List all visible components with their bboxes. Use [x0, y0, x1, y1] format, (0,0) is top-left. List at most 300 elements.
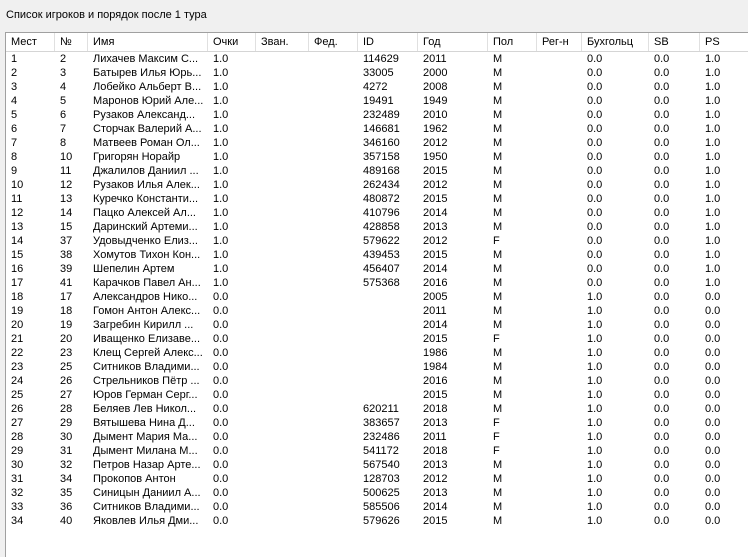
cell-buchholz: 1.0 — [587, 361, 603, 373]
cell-title — [256, 346, 309, 360]
table-row[interactable] — [6, 206, 748, 220]
table-row[interactable] — [6, 94, 748, 108]
cell-ps: 0.0 — [705, 501, 721, 513]
cell-buchholz: 0.0 — [587, 193, 603, 205]
cell-rank: 25 — [11, 389, 24, 401]
cell-ps: 1.0 — [705, 235, 721, 247]
cell-name: Даринский Артеми... — [93, 221, 198, 233]
table-row[interactable] — [6, 52, 748, 66]
cell-buchholz: 1.0 — [587, 291, 603, 303]
cell-ps: 1.0 — [705, 263, 721, 275]
cell-federation — [309, 234, 358, 248]
cell-points: 1.0 — [213, 123, 229, 135]
cell-id: 541172 — [363, 445, 399, 457]
cell-buchholz: 0.0 — [587, 109, 603, 121]
cell-title — [256, 360, 309, 374]
cell-federation — [309, 290, 358, 304]
table-row[interactable] — [6, 290, 748, 304]
column-header-year[interactable]: Год — [418, 33, 488, 51]
cell-ps: 0.0 — [705, 291, 721, 303]
column-header-region[interactable]: Рег-н — [537, 33, 582, 51]
cell-federation — [309, 458, 358, 472]
cell-rank: 21 — [11, 333, 24, 345]
table-row[interactable] — [6, 248, 748, 262]
table-row[interactable] — [6, 192, 748, 206]
cell-sb: 0.0 — [654, 263, 670, 275]
cell-rank: 20 — [11, 319, 24, 331]
table-row[interactable] — [6, 360, 748, 374]
cell-name: Дымент Милана М... — [93, 445, 198, 457]
cell-number: 3 — [60, 67, 67, 79]
cell-sb: 0.0 — [654, 515, 670, 527]
table-row[interactable] — [6, 150, 748, 164]
cell-rank: 15 — [11, 249, 24, 261]
cell-name: Хомутов Тихон Кон... — [93, 249, 201, 261]
cell-name: Александров Нико... — [93, 291, 198, 303]
cell-rank: 1 — [11, 53, 18, 65]
cell-number: 17 — [60, 291, 73, 303]
cell-rank: 3 — [11, 81, 18, 93]
cell-title — [256, 66, 309, 80]
cell-points: 0.0 — [213, 319, 229, 331]
cell-sex: M — [493, 263, 503, 275]
cell-buchholz: 0.0 — [587, 123, 603, 135]
cell-id: 262434 — [363, 179, 400, 191]
cell-buchholz: 1.0 — [587, 431, 603, 443]
cell-sb: 0.0 — [654, 109, 670, 121]
cell-federation — [309, 220, 358, 234]
cell-buchholz: 1.0 — [587, 515, 603, 527]
cell-sex: M — [493, 95, 503, 107]
cell-sex: M — [493, 459, 503, 471]
cell-sex: F — [493, 431, 500, 443]
cell-rank: 23 — [11, 361, 24, 373]
cell-rank: 16 — [11, 263, 24, 275]
cell-ps: 1.0 — [705, 249, 721, 261]
cell-year: 2015 — [423, 389, 448, 401]
cell-buchholz: 1.0 — [587, 375, 603, 387]
cell-name: Шепелин Артем — [93, 263, 175, 275]
cell-id: 114629 — [363, 53, 399, 65]
cell-number: 27 — [60, 389, 73, 401]
cell-region — [537, 346, 582, 360]
cell-year: 1950 — [423, 151, 448, 163]
table-row[interactable] — [6, 304, 748, 318]
table-row[interactable] — [6, 136, 748, 150]
table-row[interactable] — [6, 458, 748, 472]
cell-sb: 0.0 — [654, 417, 670, 429]
cell-sb: 0.0 — [654, 501, 670, 513]
cell-ps: 0.0 — [705, 319, 721, 331]
cell-number: 39 — [60, 263, 73, 275]
table-row[interactable] — [6, 500, 748, 514]
cell-number: 23 — [60, 347, 73, 359]
cell-buchholz: 1.0 — [587, 417, 603, 429]
table-row[interactable] — [6, 318, 748, 332]
table-row[interactable] — [6, 66, 748, 80]
cell-name: Джалилов Даниил ... — [93, 165, 199, 177]
cell-year: 2013 — [423, 459, 448, 471]
cell-region — [537, 430, 582, 444]
table-row[interactable] — [6, 108, 748, 122]
column-header-title[interactable]: Зван. — [256, 33, 309, 51]
cell-sex: M — [493, 123, 503, 135]
cell-title — [256, 276, 309, 290]
cell-federation — [309, 164, 358, 178]
table-row[interactable] — [6, 234, 748, 248]
cell-id — [358, 360, 418, 374]
cell-ps: 0.0 — [705, 487, 721, 499]
cell-sex: M — [493, 305, 503, 317]
cell-federation — [309, 52, 358, 66]
cell-name: Вятышева Нина Д... — [93, 417, 195, 429]
cell-rank: 7 — [11, 137, 18, 149]
cell-title — [256, 318, 309, 332]
cell-federation — [309, 346, 358, 360]
cell-sb: 0.0 — [654, 403, 670, 415]
cell-name: Гомон Антон Алекс... — [93, 305, 201, 317]
table-row[interactable] — [6, 164, 748, 178]
table-row[interactable] — [6, 178, 748, 192]
cell-region — [537, 290, 582, 304]
cell-sex: F — [493, 235, 500, 247]
cell-title — [256, 514, 309, 528]
cell-sex: M — [493, 319, 503, 331]
cell-title — [256, 416, 309, 430]
column-header-sex[interactable]: Пол — [488, 33, 537, 51]
cell-points: 1.0 — [213, 249, 229, 261]
column-header-points[interactable]: Очки — [208, 33, 256, 51]
cell-title — [256, 500, 309, 514]
cell-year: 2012 — [423, 179, 448, 191]
cell-number: 26 — [60, 375, 73, 387]
cell-title — [256, 122, 309, 136]
table-row[interactable] — [6, 262, 748, 276]
cell-sex: M — [493, 137, 503, 149]
cell-name: Ситников Владими... — [93, 361, 200, 373]
table-row[interactable] — [6, 472, 748, 486]
cell-sex: M — [493, 473, 503, 485]
cell-federation — [309, 360, 358, 374]
cell-sex: M — [493, 375, 503, 387]
cell-year: 2014 — [423, 263, 448, 275]
cell-sb: 0.0 — [654, 375, 670, 387]
cell-region — [537, 500, 582, 514]
cell-points: 1.0 — [213, 95, 229, 107]
cell-region — [537, 108, 582, 122]
cell-sb: 0.0 — [654, 487, 670, 499]
cell-name: Прокопов Антон — [93, 473, 176, 485]
cell-ps: 0.0 — [705, 375, 721, 387]
cell-region — [537, 136, 582, 150]
cell-buchholz: 0.0 — [587, 67, 603, 79]
cell-ps: 0.0 — [705, 389, 721, 401]
cell-ps: 0.0 — [705, 473, 721, 485]
cell-buchholz: 1.0 — [587, 487, 603, 499]
cell-points: 1.0 — [213, 193, 229, 205]
cell-number: 12 — [60, 179, 73, 191]
cell-region — [537, 262, 582, 276]
cell-region — [537, 458, 582, 472]
table-row[interactable] — [6, 388, 748, 402]
cell-id: 620211 — [363, 403, 399, 415]
cell-ps: 1.0 — [705, 277, 721, 289]
cell-buchholz: 1.0 — [587, 501, 603, 513]
cell-title — [256, 206, 309, 220]
cell-points: 1.0 — [213, 207, 229, 219]
cell-region — [537, 248, 582, 262]
cell-name: Юров Герман Серг... — [93, 389, 198, 401]
cell-sex: M — [493, 249, 503, 261]
cell-year: 2015 — [423, 333, 448, 345]
cell-federation — [309, 136, 358, 150]
cell-id: 33005 — [363, 67, 394, 79]
cell-rank: 2 — [11, 67, 18, 79]
cell-ps: 1.0 — [705, 123, 721, 135]
cell-year: 2012 — [423, 137, 448, 149]
cell-number: 13 — [60, 193, 73, 205]
cell-buchholz: 1.0 — [587, 319, 603, 331]
cell-ps: 0.0 — [705, 459, 721, 471]
cell-id — [358, 388, 418, 402]
cell-name: Карачков Павел Ан... — [93, 277, 201, 289]
cell-rank: 4 — [11, 95, 18, 107]
cell-year: 2011 — [423, 431, 447, 443]
cell-federation — [309, 178, 358, 192]
cell-federation — [309, 402, 358, 416]
table-row[interactable] — [6, 514, 748, 528]
cell-sb: 0.0 — [654, 347, 670, 359]
cell-points: 0.0 — [213, 501, 229, 513]
cell-name: Загребин Кирилл ... — [93, 319, 194, 331]
cell-points: 0.0 — [213, 445, 229, 457]
cell-buchholz: 1.0 — [587, 445, 603, 457]
cell-title — [256, 472, 309, 486]
cell-federation — [309, 150, 358, 164]
cell-title — [256, 374, 309, 388]
cell-title — [256, 248, 309, 262]
cell-sex: M — [493, 361, 503, 373]
cell-rank: 18 — [11, 291, 24, 303]
cell-sb: 0.0 — [654, 361, 670, 373]
cell-id — [358, 374, 418, 388]
column-header-number[interactable]: № — [55, 33, 88, 51]
cell-federation — [309, 388, 358, 402]
cell-id: 585506 — [363, 501, 400, 513]
cell-rank: 34 — [11, 515, 24, 527]
cell-number: 18 — [60, 305, 73, 317]
cell-number: 6 — [60, 109, 67, 121]
cell-points: 0.0 — [213, 431, 229, 443]
window-title: Список игроков и порядок после 1 тура — [6, 9, 207, 21]
column-header-ps[interactable]: PS — [700, 33, 748, 51]
cell-number: 41 — [60, 277, 73, 289]
cell-year: 2011 — [423, 53, 447, 65]
cell-number: 25 — [60, 361, 73, 373]
cell-sb: 0.0 — [654, 305, 670, 317]
cell-name: Куречко Константи... — [93, 193, 199, 205]
cell-id: 480872 — [363, 193, 400, 205]
cell-rank: 24 — [11, 375, 24, 387]
table-row[interactable] — [6, 346, 748, 360]
cell-rank: 32 — [11, 487, 24, 499]
cell-title — [256, 52, 309, 66]
cell-federation — [309, 444, 358, 458]
cell-points: 1.0 — [213, 277, 229, 289]
cell-number: 4 — [60, 81, 67, 93]
table-row[interactable] — [6, 220, 748, 234]
cell-name: Рузаков Илья Алек... — [93, 179, 200, 191]
cell-number: 5 — [60, 95, 67, 107]
cell-sb: 0.0 — [654, 319, 670, 331]
table-row[interactable] — [6, 332, 748, 346]
column-header-name[interactable]: Имя — [88, 33, 208, 51]
cell-sex: M — [493, 291, 503, 303]
cell-id: 439453 — [363, 249, 400, 261]
column-header-federation[interactable]: Фед. — [309, 33, 358, 51]
players-list[interactable] — [5, 32, 748, 557]
cell-rank: 11 — [11, 193, 23, 205]
cell-points: 0.0 — [213, 389, 229, 401]
cell-name: Клещ Сергей Алекс... — [93, 347, 203, 359]
cell-ps: 1.0 — [705, 179, 721, 191]
table-row[interactable] — [6, 444, 748, 458]
cell-buchholz: 0.0 — [587, 235, 603, 247]
column-header-buchholz[interactable]: Бухгольц — [582, 33, 649, 51]
cell-year: 2005 — [423, 291, 448, 303]
cell-ps: 1.0 — [705, 193, 721, 205]
cell-ps: 1.0 — [705, 53, 721, 65]
cell-name: Удовыдченко Елиз... — [93, 235, 198, 247]
cell-id: 232489 — [363, 109, 400, 121]
cell-sex: M — [493, 67, 503, 79]
column-header-row — [6, 33, 748, 52]
cell-ps: 1.0 — [705, 137, 721, 149]
cell-sb: 0.0 — [654, 137, 670, 149]
cell-sex: M — [493, 193, 503, 205]
cell-number: 20 — [60, 333, 73, 345]
table-row[interactable] — [6, 402, 748, 416]
cell-region — [537, 374, 582, 388]
cell-sex: M — [493, 389, 503, 401]
column-header-sb[interactable]: SB — [649, 33, 700, 51]
cell-title — [256, 388, 309, 402]
table-row[interactable] — [6, 486, 748, 500]
cell-points: 0.0 — [213, 473, 229, 485]
cell-id: 428858 — [363, 221, 400, 233]
cell-rank: 10 — [11, 179, 24, 191]
cell-region — [537, 52, 582, 66]
cell-ps: 1.0 — [705, 67, 721, 79]
cell-federation — [309, 66, 358, 80]
cell-region — [537, 234, 582, 248]
cell-sb: 0.0 — [654, 165, 670, 177]
cell-region — [537, 276, 582, 290]
table-row[interactable] — [6, 122, 748, 136]
cell-sex: M — [493, 487, 503, 499]
cell-ps: 0.0 — [705, 305, 721, 317]
cell-ps: 0.0 — [705, 417, 721, 429]
cell-number: 15 — [60, 221, 73, 233]
cell-year: 2014 — [423, 207, 448, 219]
table-row[interactable] — [6, 276, 748, 290]
cell-points: 0.0 — [213, 375, 229, 387]
cell-federation — [309, 430, 358, 444]
cell-rank: 12 — [11, 207, 24, 219]
cell-sb: 0.0 — [654, 291, 670, 303]
cell-name: Сторчак Валерий А... — [93, 123, 202, 135]
cell-buchholz: 0.0 — [587, 95, 603, 107]
cell-region — [537, 444, 582, 458]
cell-number: 8 — [60, 137, 67, 149]
cell-federation — [309, 94, 358, 108]
cell-buchholz: 0.0 — [587, 263, 603, 275]
cell-ps: 1.0 — [705, 221, 721, 233]
table-row[interactable] — [6, 374, 748, 388]
cell-id: 579626 — [363, 515, 400, 527]
cell-points: 1.0 — [213, 67, 229, 79]
cell-region — [537, 472, 582, 486]
cell-rank: 9 — [11, 165, 18, 177]
cell-federation — [309, 304, 358, 318]
cell-year: 1949 — [423, 95, 448, 107]
cell-federation — [309, 276, 358, 290]
cell-rank: 28 — [11, 431, 24, 443]
cell-sex: M — [493, 151, 503, 163]
table-row[interactable] — [6, 416, 748, 430]
column-header-id[interactable]: ID — [358, 33, 418, 51]
cell-ps: 0.0 — [705, 431, 721, 443]
cell-sex: M — [493, 221, 503, 233]
cell-year: 2011 — [423, 305, 447, 317]
cell-federation — [309, 472, 358, 486]
cell-name: Матвеев Роман Ол... — [93, 137, 200, 149]
cell-number: 14 — [60, 207, 73, 219]
cell-federation — [309, 416, 358, 430]
cell-year: 2013 — [423, 487, 448, 499]
cell-points: 1.0 — [213, 109, 229, 121]
cell-title — [256, 290, 309, 304]
cell-sb: 0.0 — [654, 473, 670, 485]
column-header-rank[interactable]: Мест — [6, 33, 55, 51]
cell-federation — [309, 122, 358, 136]
cell-points: 0.0 — [213, 347, 229, 359]
cell-rank: 6 — [11, 123, 18, 135]
cell-id: 383657 — [363, 417, 400, 429]
cell-title — [256, 220, 309, 234]
cell-title — [256, 94, 309, 108]
cell-points: 1.0 — [213, 151, 229, 163]
table-row[interactable] — [6, 430, 748, 444]
cell-name: Григорян Норайр — [93, 151, 181, 163]
cell-buchholz: 1.0 — [587, 347, 603, 359]
cell-ps: 0.0 — [705, 445, 721, 457]
cell-sb: 0.0 — [654, 277, 670, 289]
cell-buchholz: 1.0 — [587, 403, 603, 415]
cell-sex: M — [493, 277, 503, 289]
cell-buchholz: 1.0 — [587, 389, 603, 401]
cell-number: 29 — [60, 417, 73, 429]
cell-name: Маронов Юрий Але... — [93, 95, 204, 107]
cell-region — [537, 318, 582, 332]
cell-points: 0.0 — [213, 403, 229, 415]
cell-rank: 26 — [11, 403, 24, 415]
cell-number: 30 — [60, 431, 73, 443]
cell-points: 0.0 — [213, 487, 229, 499]
table-row[interactable] — [6, 80, 748, 94]
cell-rank: 31 — [11, 473, 24, 485]
cell-region — [537, 150, 582, 164]
